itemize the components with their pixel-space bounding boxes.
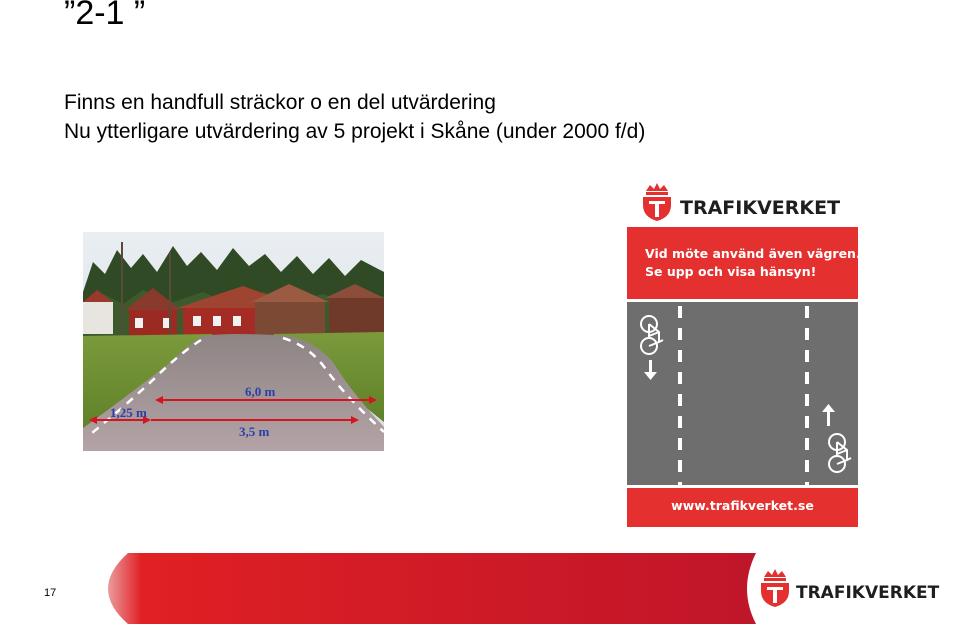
sign-header-line-1: Vid möte använd även vägren. <box>645 246 861 261</box>
sign-road-illustration <box>627 299 858 485</box>
crown-icon <box>646 183 668 195</box>
sign-header <box>627 227 861 299</box>
sign-header-line-2: Se upp och visa hänsyn! <box>645 264 817 279</box>
sign-website: www.trafikverket.se <box>671 498 814 513</box>
bicycle-icon-right <box>829 434 851 472</box>
arrow-down-icon <box>644 360 657 380</box>
logo-text: TRAFIKVERKET <box>680 197 841 219</box>
trafikverket-logo <box>640 183 850 223</box>
bicycle-icon-left <box>641 316 663 354</box>
footer-tv-shield-icon <box>761 583 789 607</box>
dimension-shoulder-width: 1,25 m <box>110 405 147 420</box>
footer-crown-icon <box>764 569 786 581</box>
footer-logo-text: TRAFIKVERKET <box>796 583 940 603</box>
body-line-2: Nu ytterligare utvärdering av 5 projekt i Skåne (under 2000 f/d) <box>64 120 646 143</box>
dimension-total-width: 6,0 m <box>245 384 276 399</box>
body-line-1: Finns en handfull sträckor o en del utvärdering <box>64 91 496 114</box>
page-number: 17 <box>44 587 57 599</box>
footer-trafikverket-logo <box>756 565 952 613</box>
road-photo <box>83 232 384 451</box>
sign-footer <box>627 485 858 527</box>
dimension-lane-width: 3,5 m <box>239 424 270 439</box>
arrow-up-icon <box>822 404 835 426</box>
tv-shield-icon <box>643 197 671 221</box>
slide-title: ”2-1 ” <box>64 0 146 32</box>
road-sign <box>627 227 861 527</box>
